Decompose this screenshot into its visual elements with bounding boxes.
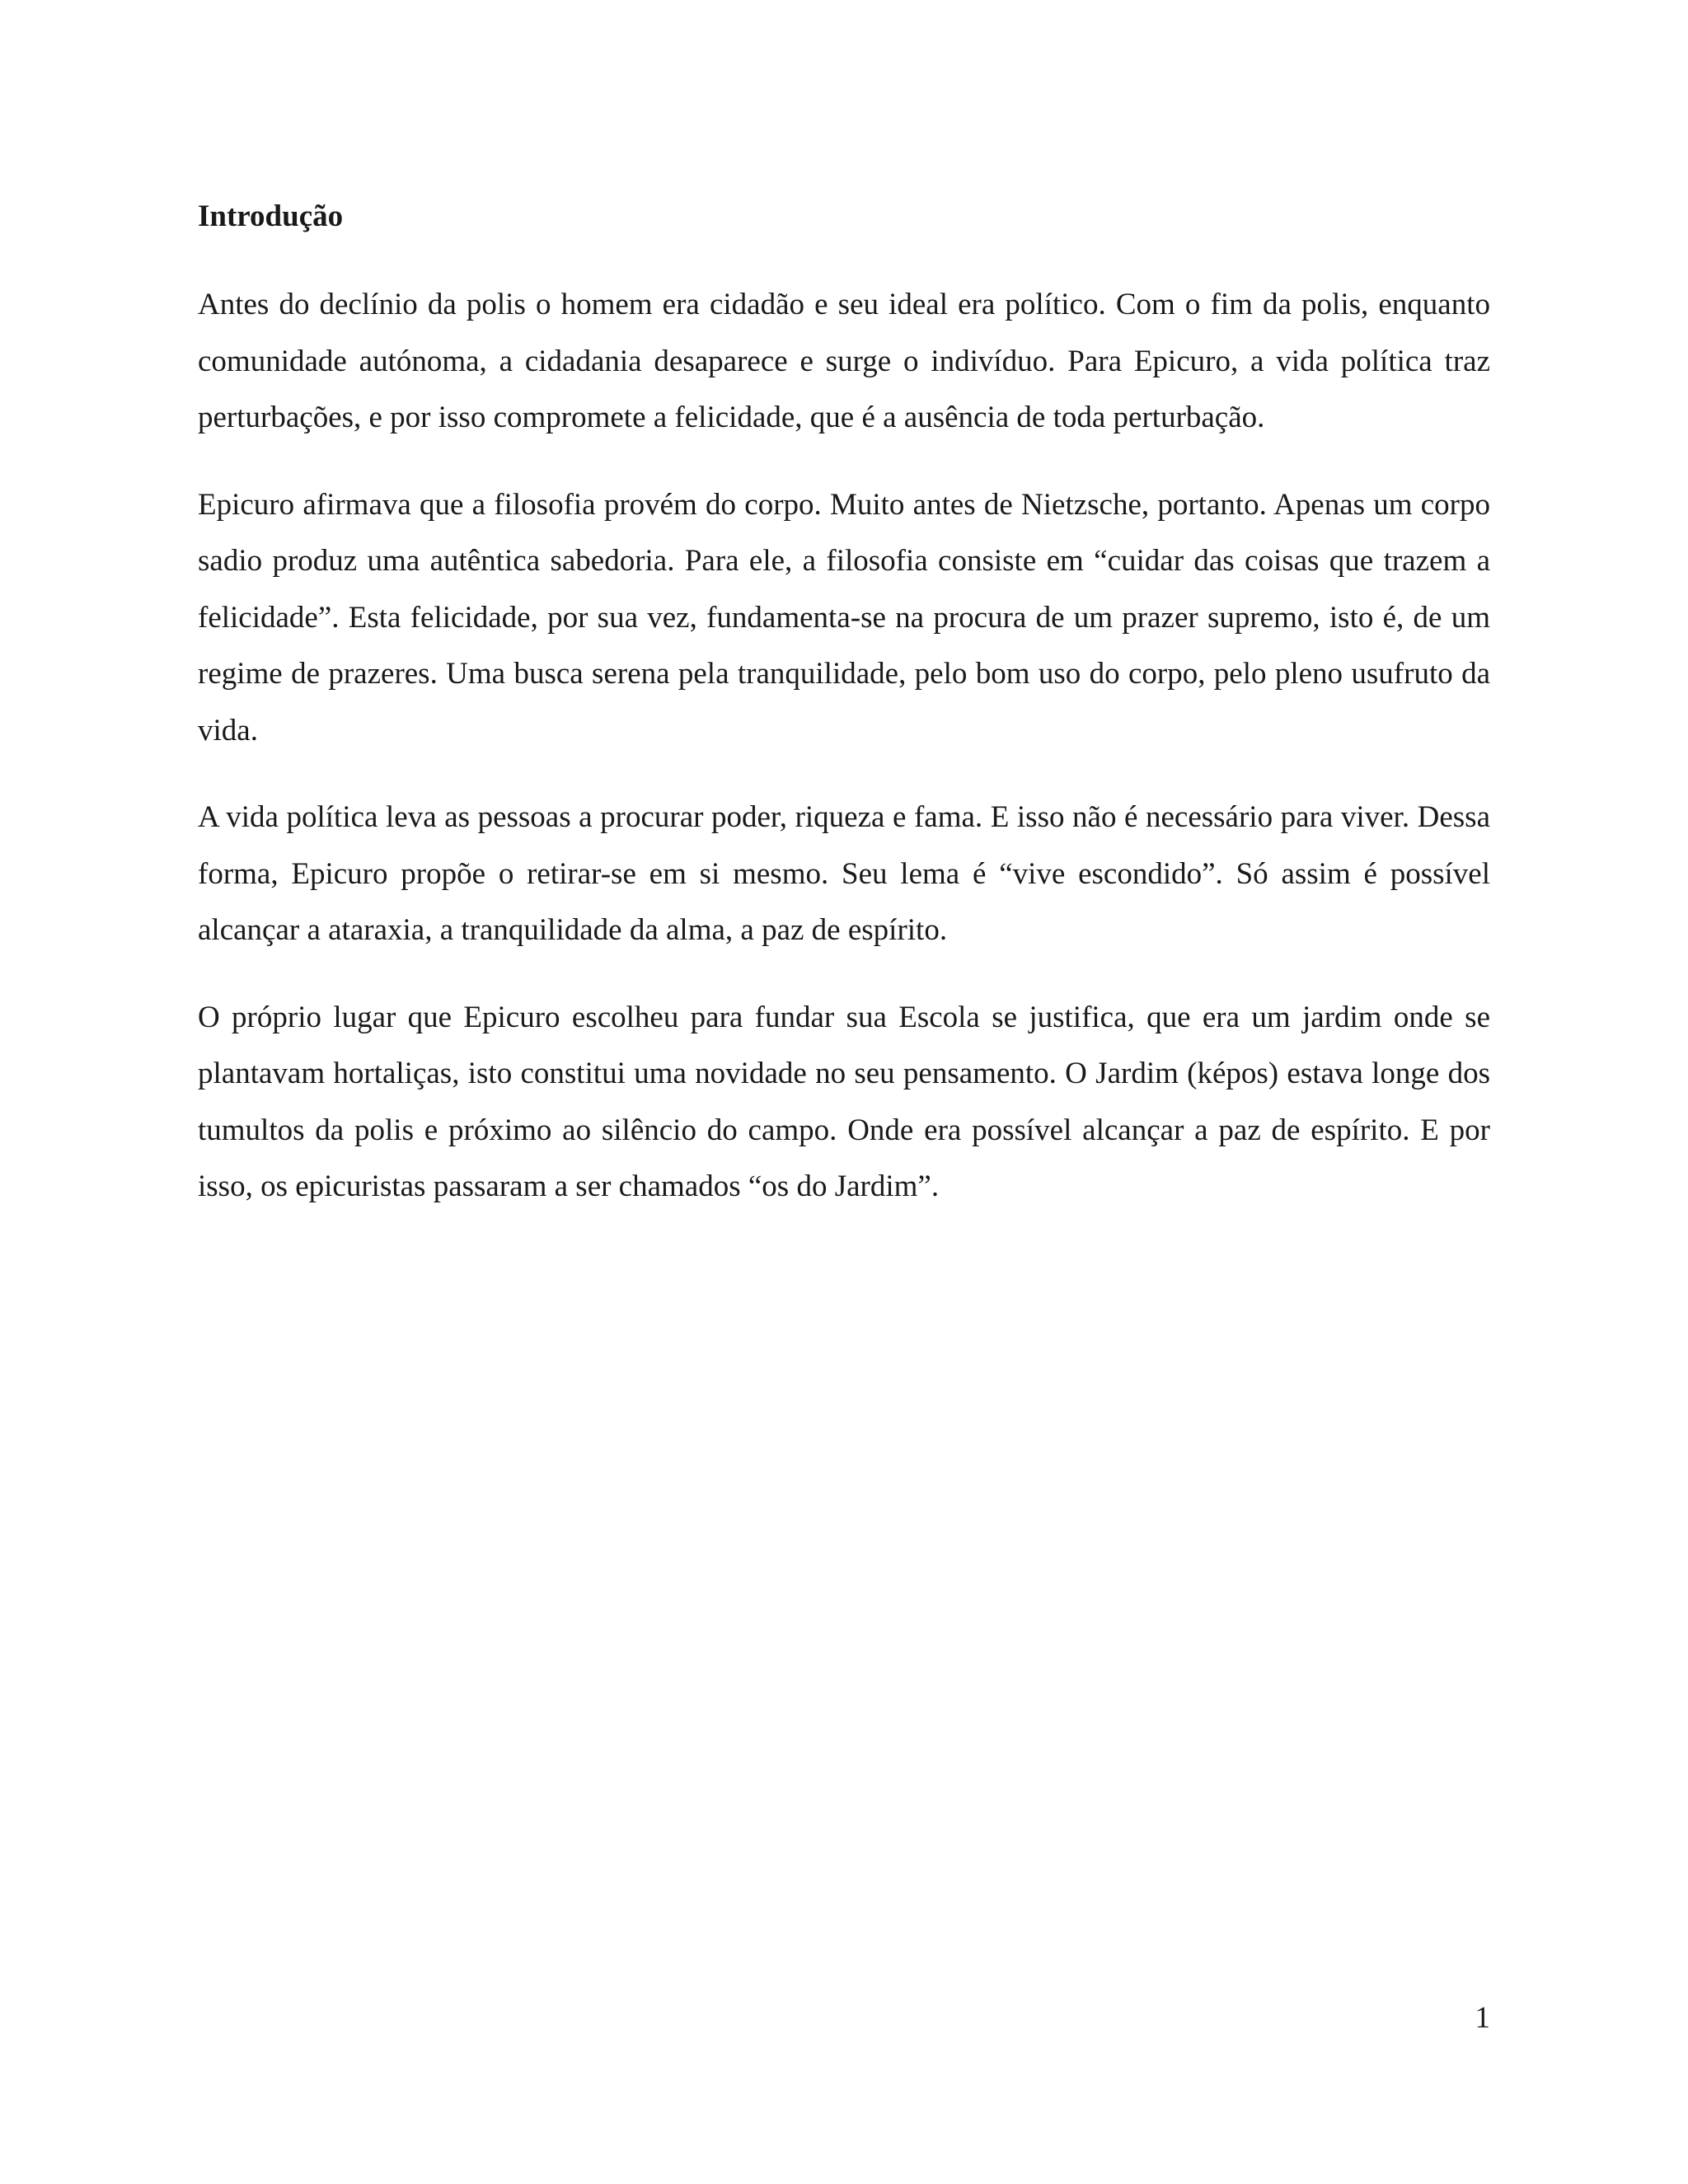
paragraph-3: A vida política leva as pessoas a procurar poder, riqueza e fama. E isso não é necessário para viver. Dessa forma, Epicuro propõe o retirar-se em si mesmo. Seu lema é “vive escondido”. Só assim é possível alcançar a ataraxia, a tranquilidade da alma, a paz de espírito. — [198, 800, 1490, 947]
section-heading: Introdução — [198, 199, 344, 233]
page-number: 1 — [1475, 2001, 1490, 2035]
paragraph-4: O próprio lugar que Epicuro escolheu para fundar sua Escola se justifica, que era um jardim onde se plantavam hortaliças, isto constitui uma novidade no seu pensamento. O Jardim (képos) estava longe dos tumultos da polis e próximo ao silêncio do campo. Onde era possível alcançar a paz de espírito. E por isso, os epicuristas passaram a ser chamados “os do Jardim”. — [198, 1000, 1490, 1203]
paragraph-2: Epicuro afirmava que a filosofia provém do corpo. Muito antes de Nietzsche, portanto. Apenas um corpo sadio produz uma autêntica sabedoria. Para ele, a filosofia consiste em “cuidar das coisas que trazem a felicidade”. Esta felicidade, por sua vez, fundamenta-se na procura de um prazer supremo, isto é, de um regime de prazeres. Uma busca serena pela tranquilidade, pelo bom uso do corpo, pelo pleno usufruto da vida. — [198, 487, 1490, 748]
body-text — [198, 277, 1490, 1246]
paragraph-1: Antes do declínio da polis o homem era cidadão e seu ideal era político. Com o fim da polis, enquanto comunidade autónoma, a cidadania desaparece e surge o indivíduo. Para Epicuro, a vida política traz perturbações, e por isso compromete a felicidade, que é a ausência de toda perturbação. — [198, 288, 1490, 434]
